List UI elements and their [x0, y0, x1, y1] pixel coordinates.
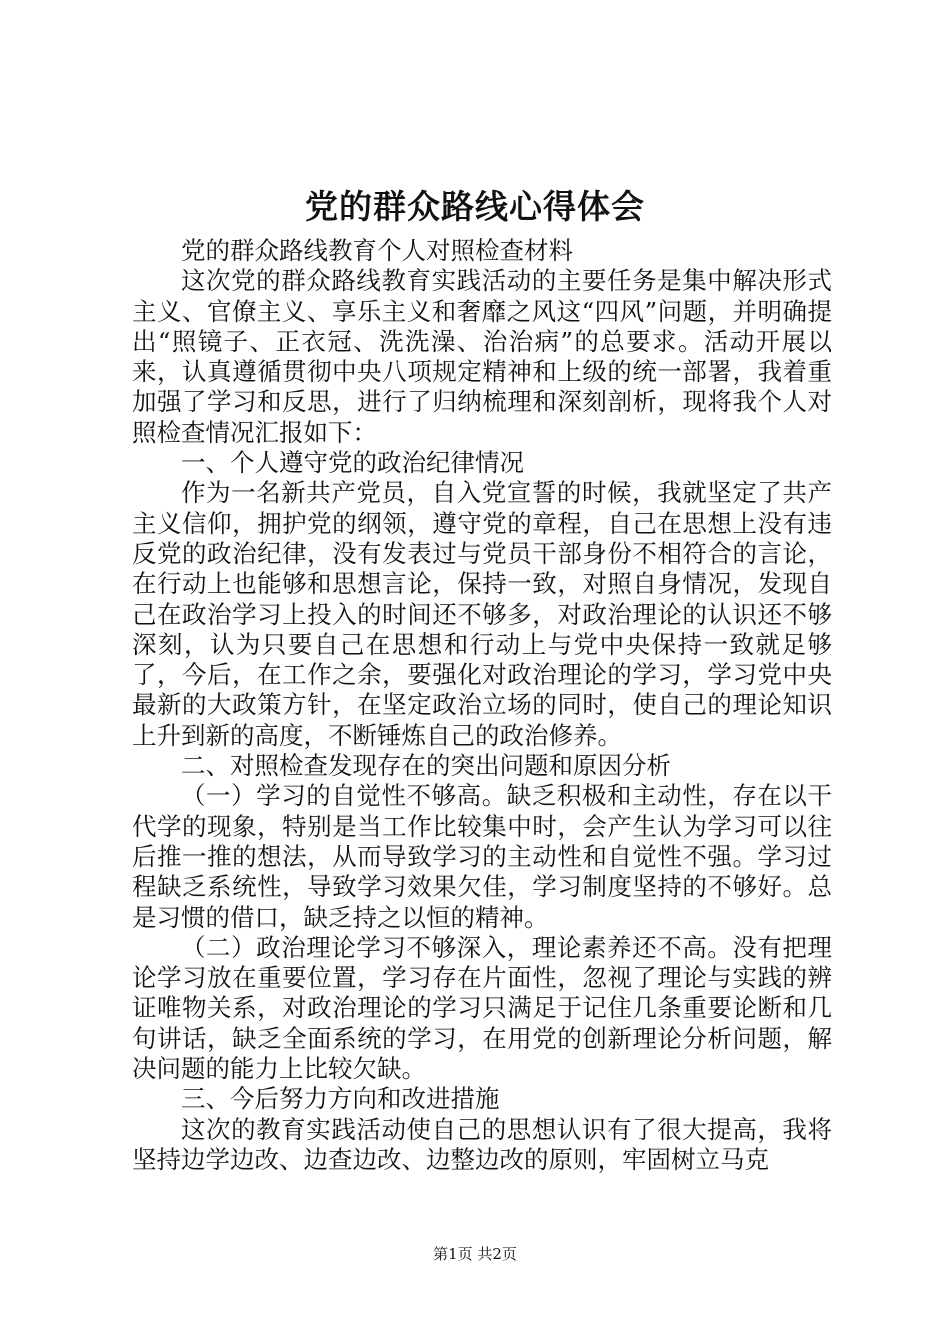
paragraph-issue-2: （二）政治理论学习不够深入，理论素养还不高。没有把理论学习放在重要位置，学习存在片面性，忽视了理论与实践的辨证唯物关系，对政治理论的学习只满足于记住几条重要论断和几句讲话，缺乏全面系统的学习，在用党的创新理论分析问题，解决问题的能力上比较欠缺。	[132, 932, 832, 1084]
paragraph-section-1: 作为一名新共产党员，自入党宣誓的时候，我就坚定了共产主义信仰，拥护党的纲领，遵守党的章程，自己在思想上没有违反党的政治纪律，没有发表过与党员干部身份不相符合的言论，在行动上也能够和思想言论，保持一致，对照自身情况，发现自己在政治学习上投入的时间还不够多，对政治理论的认识还不够深刻，认为只要自己在思想和行动上与党中央保持一致就足够了，今后，在工作之余，要强化对政治理论的学习，学习党中央最新的大政策方针，在坚定政治立场的同时，使自己的理论知识上升到新的高度，不断锤炼自己的政治修养。	[132, 478, 832, 750]
page-footer: 第1页 共2页	[433, 1245, 517, 1263]
paragraph-section-3: 这次的教育实践活动使自己的思想认识有了很大提高，我将坚持边学边改、边查边改、边整边改的原则，牢固树立马克	[132, 1114, 832, 1174]
section-heading-3: 三、今后努力方向和改进措施	[181, 1084, 500, 1114]
paragraph-subtitle: 党的群众路线教育个人对照检查材料	[181, 236, 573, 265]
document-title: 党的群众路线心得体会	[305, 187, 645, 226]
document-body	[132, 236, 832, 1175]
section-heading-2: 二、对照检查发现存在的突出问题和原因分析	[181, 751, 671, 781]
paragraph-issue-1: （一）学习的自觉性不够高。缺乏积极和主动性，存在以干代学的现象，特别是当工作比较集中时，会产生认为学习可以往后推一推的想法，从而导致学习的主动性和自觉性不强。学习过程缺乏系统性，导致学习效果欠佳，学习制度坚持的不够好。总是习惯的借口，缺乏持之以恒的精神。	[132, 781, 832, 932]
section-heading-1: 一、个人遵守党的政治纪律情况	[181, 448, 524, 478]
paragraph-intro: 这次党的群众路线教育实践活动的主要任务是集中解决形式主义、官僚主义、享乐主义和奢靡之风这“四风”问题，并明确提出“照镜子、正衣冠、洗洗澡、治治病”的总要求。活动开展以来，认真遵循贯彻中央八项规定精神和上级的统一部署，我着重加强了学习和反思，进行了归纳梳理和深刻剖析，现将我个人对照检查情况汇报如下：	[132, 266, 832, 447]
